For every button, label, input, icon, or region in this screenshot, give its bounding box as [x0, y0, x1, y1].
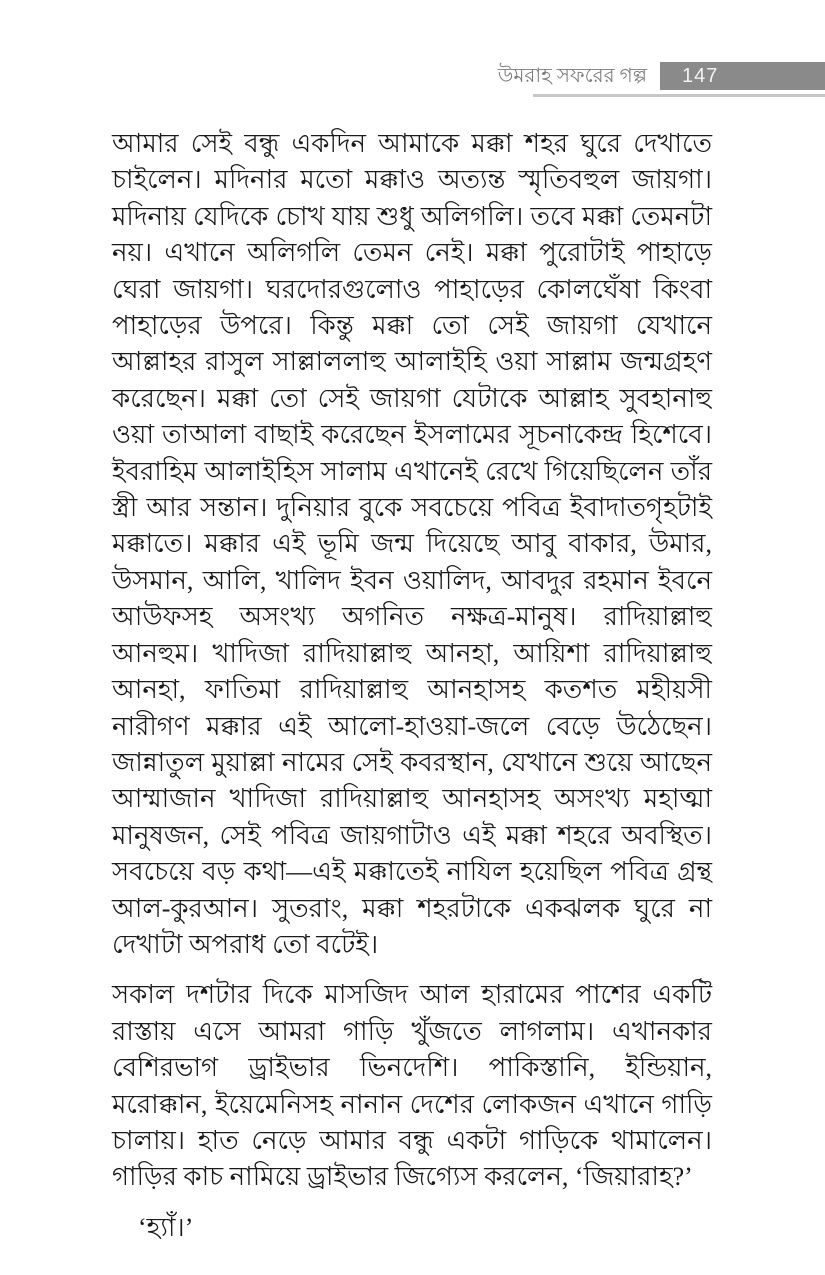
page-number-badge: 147	[660, 62, 825, 90]
paragraph-2: সকাল দশটার দিকে মাসজিদ আল হারামের পাশের একটি রাস্তায় এসে আমরা গাড়ি খুঁজতে লাগলাম। এখানকার বেশিরভাগ ড্রাইভার ভিনদেশি। পাকিস্তানি, ইন্ডিয়ান, মরোক্কান, ইয়েমেনিসহ নানান দেশের লোকজন এখানে গাড়ি চালায়। হাত নেড়ে আমার বন্ধু একটা গাড়িকে থামালেন। গাড়ির কাচ নামিয়ে ড্রাইভার জিগ্যেস করলেন, ‘জিয়ারাহ?’	[112, 980, 712, 1192]
header-rule	[533, 94, 825, 97]
paragraph-3-dialogue: ‘হ্যাঁ।’	[138, 1212, 194, 1242]
page-body	[112, 126, 712, 1246]
page-header	[0, 62, 825, 90]
chapter-title: উমরাহ সফরের গল্প	[497, 65, 647, 87]
paragraph-1: আমার সেই বন্ধু একদিন আমাকে মক্কা শহর ঘুরে দেখাতে চাইলেন। মদিনার মতো মক্কাও অত্যন্ত স্মৃতিবহুল জায়গা। মদিনায় যেদিকে চোখ যায় শুধু অলিগলি। তবে মক্কা তেমনটা নয়। এখানে অলিগলি তেমন নেই। মক্কা পুরোটাই পাহাড়ে ঘেরা জায়গা। ঘরদোরগুলোও পাহাড়ের কোলঘেঁষা কিংবা পাহাড়ের উপরে। কিন্তু মক্কা তো সেই জায়গা যেখানে আল্লাহর রাসুল সাল্লাললাহু আলাইহি ওয়া সাল্লাম জন্মগ্রহণ করেছেন। মক্কা তো সেই জায়গা যেটাকে আল্লাহ সুবহানাহু ওয়া তাআলা বাছাই করেছেন ইসলামের সূচনাকেন্দ্র হিশেবে। ইবরাহিম আলাইহিস সালাম এখানেই রেখে গিয়েছিলেন তাঁর স্ত্রী আর সন্তান। দুনিয়ার বুকে সবচেয়ে পবিত্র ইবাদাতগৃহটাই মক্কাতে। মক্কার এই ভূমি জন্ম দিয়েছে আবু বাকার, উমার, উসমান, আলি, খালিদ ইবন ওয়ালিদ, আবদুর রহমান ইবনে আউফসহ অসংখ্য অগনিত নক্ষত্র-মানুষ। রাদিয়াল্লাহু আনহুম। খাদিজা রাদিয়াল্লাহু আনহা, আয়িশা রাদিয়াল্লাহু আনহা, ফাতিমা রাদিয়াল্লাহু আনহাসহ কতশত মহীয়সী নারীগণ মক্কার এই আলো-হাওয়া-জলে বেড়ে উঠেছেন। জান্নাতুল মুয়াল্লা নামের সেই কবরস্থান, যেখানে শুয়ে আছেন আম্মাজান খাদিজা রাদিয়াল্লাহু আনহাসহ অসংখ্য মহাত্মা মানুষজন, সেই পবিত্র জায়গাটাও এই মক্কা শহরে অবস্থিত। সবচেয়ে বড় কথা—এই মক্কাতেই নাযিল হয়েছিল পবিত্র গ্রন্থ আল-কুরআন। সুতরাং, মক্কা শহরটাকে একঝলক ঘুরে না দেখাটা অপরাধ তো বটেই।	[112, 129, 712, 959]
